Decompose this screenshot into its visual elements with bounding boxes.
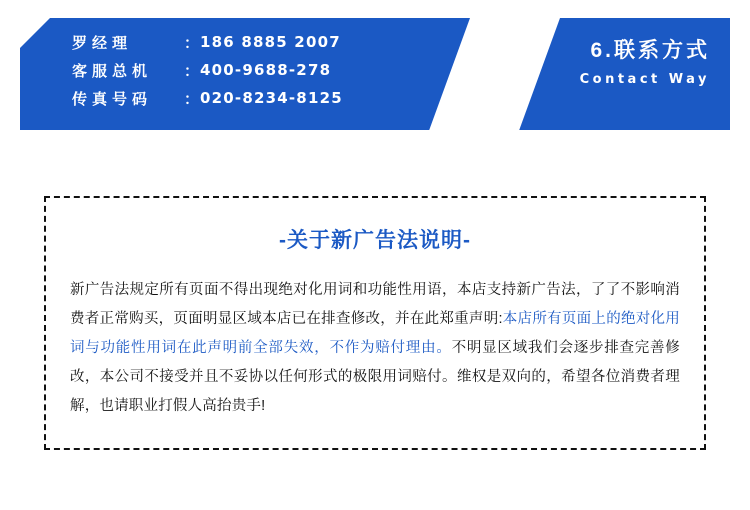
notice-text-highlight: 本店所有页面上的绝对化用词与功能性用词在此声明前全部失效，不作为赔付理由。: [70, 311, 680, 356]
contact-colon: ：: [184, 90, 201, 108]
contact-colon: ：: [184, 34, 201, 52]
contact-label: 罗经理: [72, 34, 133, 52]
notice-body: [70, 276, 680, 421]
contact-row: [72, 28, 492, 56]
contact-value-hotline: 400-9688-278: [200, 61, 332, 79]
contact-row: [72, 56, 492, 84]
contact-row: [72, 84, 492, 112]
contact-label: 传真号码: [72, 90, 153, 108]
contact-list: [72, 28, 492, 112]
notice-text-part2: 不明显区域我们会逐步排查完善修改，本公司不接受并且不妥协以任何形式的极限用词赔付。维权是双向的，希望各位消费者理解，也请职业打假人高抬贵手!: [70, 340, 681, 414]
section-heading: [580, 38, 710, 87]
section-title-cn: 6.联系方式: [590, 39, 710, 62]
contact-label: 客服总机: [72, 62, 153, 80]
contact-value-fax: 020-8234-8125: [200, 89, 343, 107]
contact-banner: [0, 0, 750, 130]
section-title-en: Contact Way: [579, 72, 710, 88]
notice-title: -关于新广告法说明-: [279, 229, 471, 252]
notice-text-part1: 新广告法规定所有页面不得出现绝对化用词和功能性用语，本店支持新广告法，了了不影响消费者正常购买，页面明显区域本店已在排查修改，并在此郑重声明:: [70, 282, 680, 327]
contact-value-mobile: 186 8885 2007: [200, 33, 341, 51]
advertising-law-notice: [44, 196, 706, 450]
contact-colon: ：: [184, 62, 201, 80]
